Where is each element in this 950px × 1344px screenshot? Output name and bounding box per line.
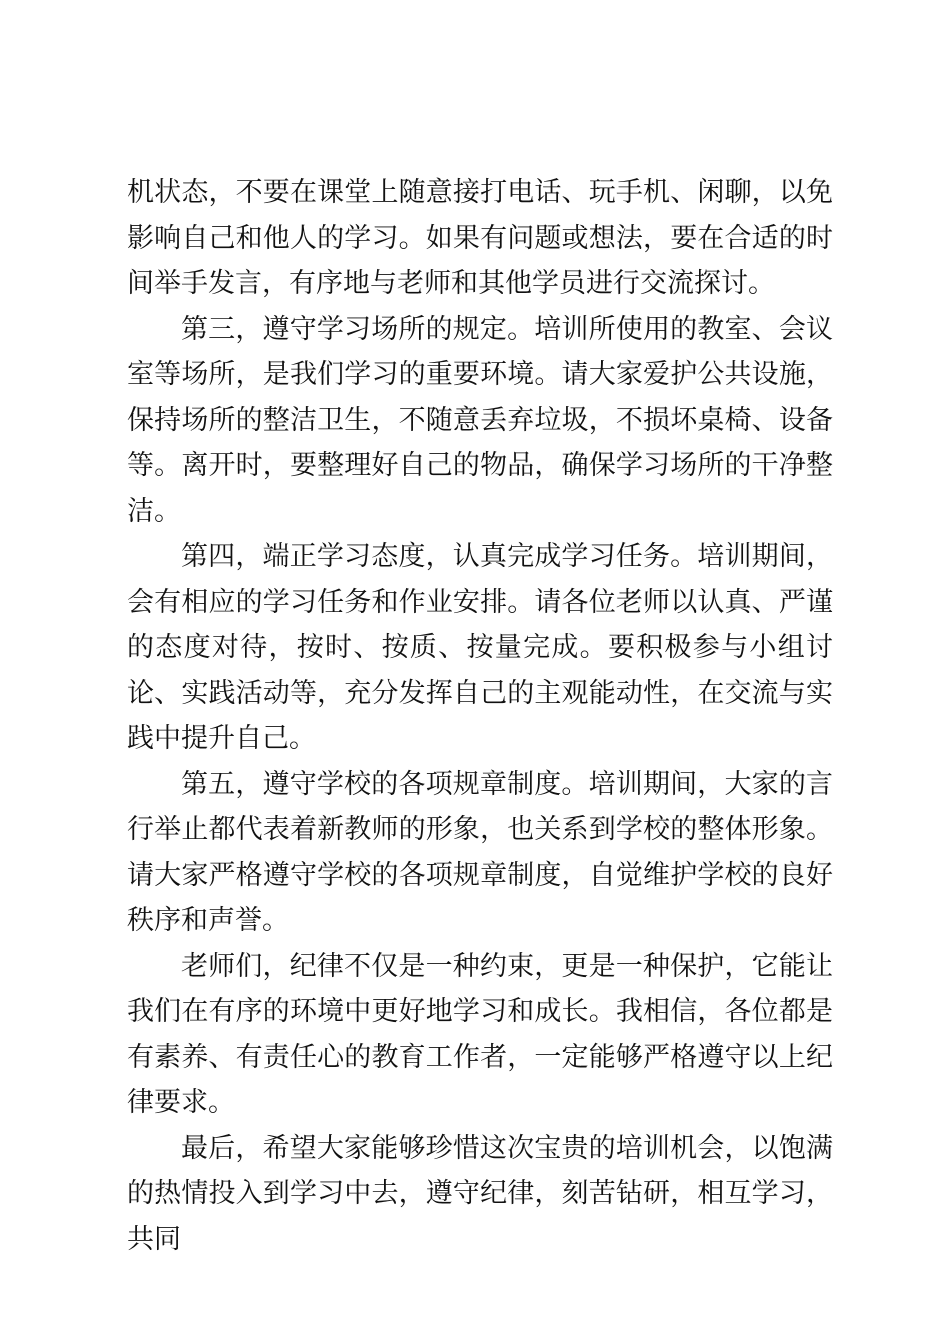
paragraph-closing: 最后，希望大家能够珍惜这次宝贵的培训机会，以饱满的热情投入到学习中去，遵守纪律，刻苦钻研，相互学习，共同 bbox=[127, 1132, 833, 1255]
paragraph-third-rule: 第三，遵守学习场所的规定。培训所使用的教室、会议室等场所，是我们学习的重要环境。请大家爱护公共设施，保持场所的整洁卫生，不随意丢弃垃圾，不损坏桌椅、设备等。离开时，要整理好自己的物品，确保学习场所的干净整洁。 bbox=[127, 313, 833, 527]
paragraph-continuation: 机状态，不要在课堂上随意接打电话、玩手机、闲聊，以免影响自己和他人的学习。如果有问题或想法，要在合适的时间举手发言，有序地与老师和其他学员进行交流探讨。 bbox=[127, 177, 833, 299]
paragraph-fourth-rule: 第四，端正学习态度，认真完成学习任务。培训期间，会有相应的学习任务和作业安排。请各位老师以认真、严谨的态度对待，按时、按质、按量完成。要积极参与小组讨论、实践活动等，充分发挥自己的主观能动性，在交流与实践中提升自己。 bbox=[127, 541, 833, 754]
document-body bbox=[127, 170, 833, 1262]
paragraph-fifth-rule: 第五，遵守学校的各项规章制度。培训期间，大家的言行举止都代表着新教师的形象，也关系到学校的整体形象。请大家严格遵守学校的各项规章制度，自觉维护学校的良好秩序和声誉。 bbox=[127, 768, 833, 936]
paragraph-discipline-summary: 老师们，纪律不仅是一种约束，更是一种保护，它能让我们在有序的环境中更好地学习和成长。我相信，各位都是有素养、有责任心的教育工作者，一定能够严格遵守以上纪律要求。 bbox=[127, 950, 833, 1118]
